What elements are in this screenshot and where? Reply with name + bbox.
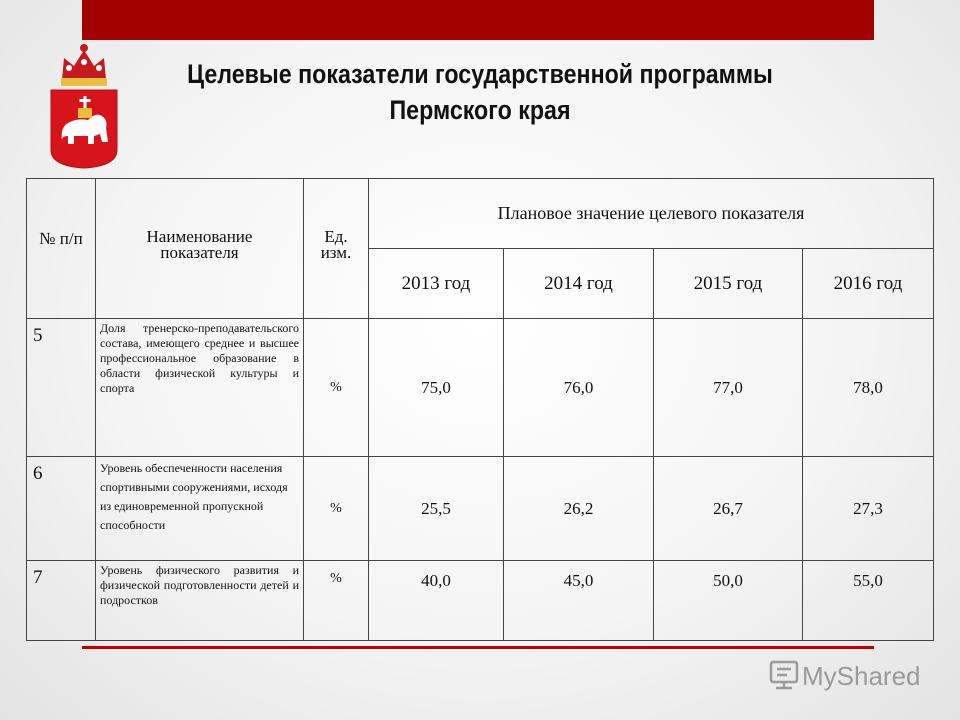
value-2015: 50,0	[654, 561, 803, 641]
indicator-name: Доля тренерско-преподавательского состава, имеющего среднее и высшее профессиональное образование в области физической культуры и спорта	[96, 319, 304, 457]
table-row	[27, 457, 934, 561]
indicator-name: Уровень обеспеченности населения спортивными сооружениями, исходя из единовременной пропускной способности	[96, 457, 304, 561]
value-2013: 75,0	[369, 319, 504, 457]
header-name: Наименование показателя	[96, 179, 304, 319]
value-2013: 25,5	[369, 457, 504, 561]
value-2016: 55,0	[803, 561, 934, 641]
header-unit: Ед. изм.	[304, 179, 369, 319]
logo-text: MyShared	[802, 661, 921, 691]
header-year-2015: 2015 год	[654, 249, 803, 319]
value-2016: 27,3	[803, 457, 934, 561]
top-red-bar	[82, 0, 874, 40]
value-2014: 26,2	[504, 457, 654, 561]
table-row	[27, 319, 934, 457]
bottom-red-line	[82, 646, 874, 649]
header-year-2014: 2014 год	[504, 249, 654, 319]
table-row	[27, 561, 934, 641]
value-2014: 76,0	[504, 319, 654, 457]
indicator-unit: %	[304, 561, 369, 641]
slide-title	[170, 56, 789, 128]
indicator-name: Уровень физического развития и физической подготовленности детей и подростков	[96, 561, 304, 641]
row-number: 5	[27, 319, 96, 457]
value-2015: 77,0	[654, 319, 803, 457]
value-2015: 26,7	[654, 457, 803, 561]
target-indicators-table	[26, 178, 934, 641]
title-line-1: Целевые показатели государственной программы	[187, 59, 773, 89]
value-2016: 78,0	[803, 319, 934, 457]
perm-krai-emblem	[48, 42, 120, 170]
row-number: 7	[27, 561, 96, 641]
title-line-2: Пермского края	[389, 95, 571, 125]
header-planned-value: Плановое значение целевого показателя	[369, 179, 934, 249]
header-year-2016: 2016 год	[803, 249, 934, 319]
value-2014: 45,0	[504, 561, 654, 641]
value-2013: 40,0	[369, 561, 504, 641]
myshared-logo	[768, 656, 928, 696]
row-number: 6	[27, 457, 96, 561]
presentation-icon	[771, 662, 797, 688]
indicator-unit: %	[304, 319, 369, 457]
header-num: № п/п	[27, 179, 96, 319]
header-year-2013: 2013 год	[369, 249, 504, 319]
indicator-unit: %	[304, 457, 369, 561]
